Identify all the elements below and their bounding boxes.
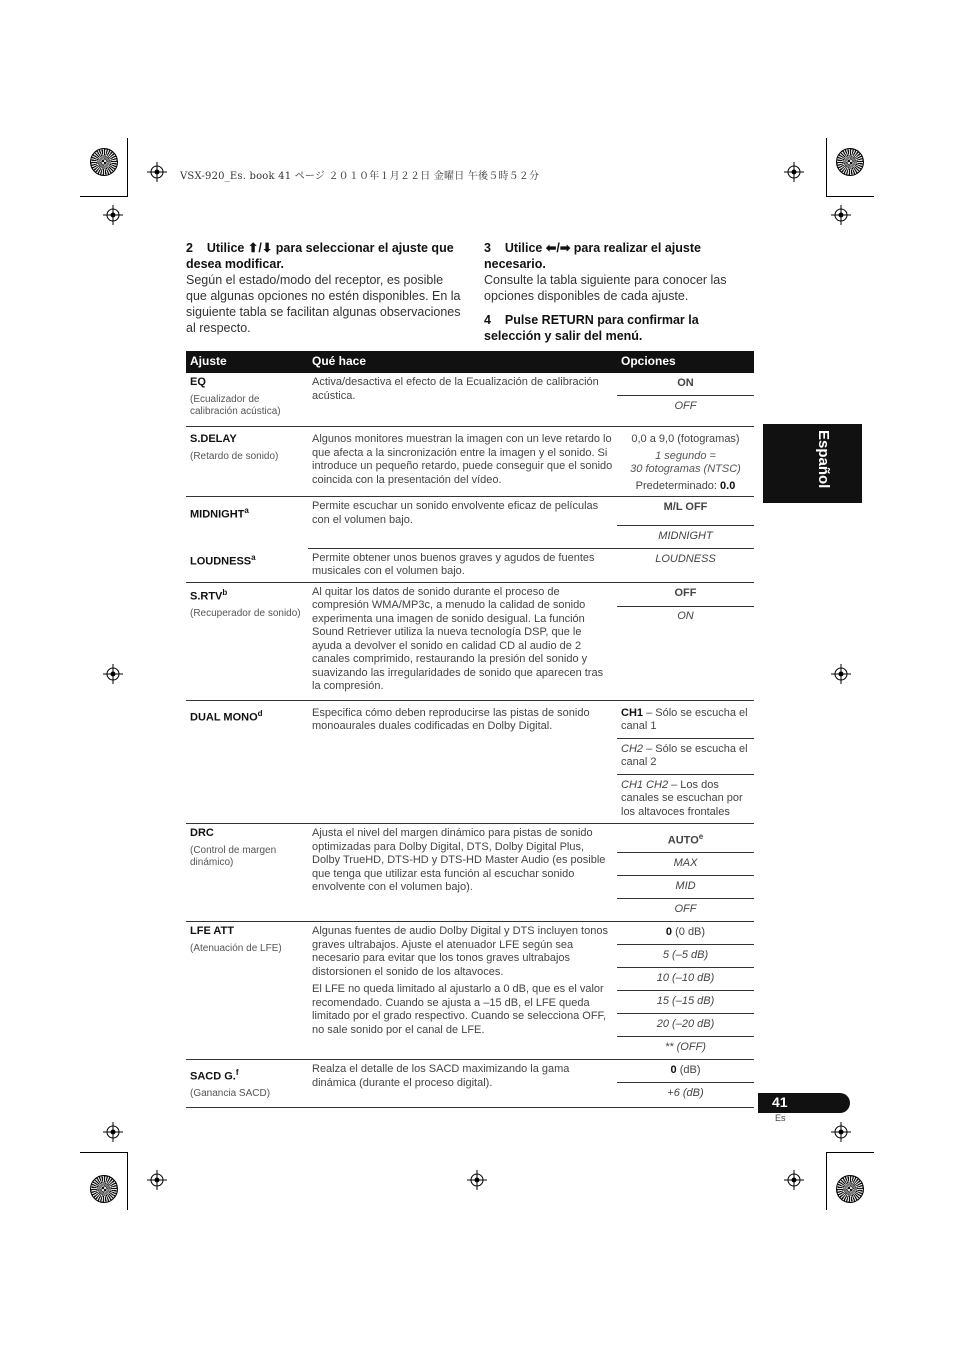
table-row <box>186 700 754 738</box>
column-header: Ajuste <box>186 351 308 373</box>
step-2-block <box>186 240 462 336</box>
setting-description: Permite escuchar un sonido envolvente eficaz de películas con el volumen bajo. <box>308 497 617 549</box>
option-value: +6 (dB) <box>617 1083 754 1108</box>
crosshair-mark <box>831 205 851 225</box>
footnote-marker: f <box>235 1068 239 1078</box>
setting-cell <box>186 373 308 427</box>
option-range: 0,0 a 9,0 (fotogramas) <box>631 433 740 445</box>
setting-description: Ajusta el nivel del margen dinámico para pistas de sonido optimizadas para Dolby Digital, DTS, Dolby Digital Plus, Dolby TrueHD, DTS-HD y DTS-HD Master Audio (es posible que tenga que utilizar esta función al escuchar sonido envolvente con el volumen bajo). <box>308 824 617 922</box>
setting-name: EQ <box>190 376 206 388</box>
registration-sunburst-mark <box>90 1175 118 1203</box>
setting-description: Al quitar los datos de sonido durante el proceso de compresión WMA/MP3c, a menudo la calidad de sonido experimenta una imagen de sonido desigual. La función Sound Retriever utiliza la nueva tecnología DSP, que le ayuda a devolver el sonido en calidad CD al audio de 2 canales comprimido, restaurando la presión del sonido y suavizando las irregularidades de sonido que aparecen tras la compresión. <box>308 582 617 700</box>
arrow-right-icon: ➡ <box>559 241 571 255</box>
crosshair-mark <box>103 664 123 684</box>
option-text: (0 dB) <box>672 926 706 939</box>
step-3-instruction: para realizar el ajuste necesario. <box>484 241 701 271</box>
separator: / <box>258 241 262 255</box>
table-row <box>186 1060 754 1083</box>
setting-name: S.DELAY <box>190 433 237 445</box>
option-note: 30 fotogramas (NTSC) <box>630 463 741 475</box>
crosshair-mark <box>147 1170 167 1190</box>
option-value: OFF <box>617 396 754 427</box>
option-value: 5 (–5 dB) <box>617 945 754 968</box>
step-3-body: Consulte la tabla siguiente para conocer las opciones disponibles de cada ajuste. <box>484 273 727 303</box>
table-header-row <box>186 351 754 373</box>
setting-cell <box>186 700 308 824</box>
setting-cell <box>186 922 308 1060</box>
step-4-heading <box>484 312 754 344</box>
footnote-marker: b <box>222 587 228 597</box>
setting-name: DUAL MONO <box>190 711 258 724</box>
step-number: 3 <box>484 241 491 255</box>
table-row <box>186 922 754 945</box>
setting-name: DRC <box>190 827 214 840</box>
language-side-tab <box>763 424 862 503</box>
step-2-body: Según el estado/modo del receptor, es posible que algunas opciones no estén disponibles. En la siguiente tabla se facilitan algunas observaciones al respecto. <box>186 273 461 335</box>
option-value: OFF <box>617 899 754 922</box>
crop-mark <box>826 138 827 196</box>
setting-subtitle: (Recuperador de sonido) <box>190 607 301 619</box>
table-row <box>186 427 754 497</box>
option-value: ON <box>617 607 754 700</box>
table-row <box>186 497 754 526</box>
crosshair-mark <box>103 205 123 225</box>
option-italic: CH2 <box>621 742 644 755</box>
option-value: ** (OFF) <box>617 1037 754 1060</box>
description-paragraph: Algunas fuentes de audio Dolby Digital y DTS incluyen tonos graves ultrabajos. Ajuste el atenuador LFE según sea necesario para evitar que los tonos graves ultrabajos distorsionen el sonido de los altavoces. <box>312 925 608 978</box>
separator: / <box>556 241 560 255</box>
option-text: (dB) <box>676 1064 701 1077</box>
setting-cell <box>186 824 308 922</box>
option-strong: 0 <box>665 926 673 939</box>
crop-mark <box>127 1152 128 1210</box>
footnote-marker: d <box>257 708 263 718</box>
option-value: MIDNIGHT <box>617 525 754 548</box>
crosshair-mark <box>147 162 167 182</box>
option-text: – Sólo se escucha el canal 2 <box>621 742 748 769</box>
step-2-heading <box>186 240 462 272</box>
setting-description: Especifica cómo deben reproducirse las pistas de sonido monoaurales duales codificadas en Dolby Digital. <box>308 700 617 824</box>
setting-description: Algunos monitores muestran la imagen con un leve retardo lo que afecta a la sincronización entre la imagen y el sonido. Si introduce un pequeño retardo, puede conseguir que el sonido coincida con la presentación del vídeo. <box>308 427 617 497</box>
option-strong: 0 <box>670 1064 677 1077</box>
setting-description <box>308 922 617 1060</box>
column-header: Qué hace <box>308 351 617 373</box>
step-number: 2 <box>186 241 193 255</box>
step-2-instruction: para seleccionar el ajuste que desea modificar. <box>186 241 454 271</box>
default-label: Predeterminado: <box>635 479 717 492</box>
option-note: 1 segundo = <box>655 449 716 462</box>
table-row <box>186 548 754 582</box>
crop-mark <box>826 196 874 197</box>
arrow-up-icon: ⬆ <box>247 241 259 255</box>
setting-subtitle: (Control de margen dinámico) <box>190 844 277 868</box>
setting-subtitle: (Retardo de sonido) <box>190 450 279 462</box>
option-cell <box>617 427 754 497</box>
option-text: – Los dos canales se escuchan por los altavoces frontales <box>621 778 743 818</box>
setting-cell <box>186 1060 308 1108</box>
option-value <box>617 774 754 824</box>
setting-cell-spacer <box>186 525 308 548</box>
crosshair-mark <box>831 664 851 684</box>
table-row <box>186 824 754 853</box>
setting-description: Activa/desactiva el efecto de la Ecualización de calibración acústica. <box>308 373 617 427</box>
setting-cell <box>186 582 308 700</box>
step-3-heading <box>484 240 754 272</box>
option-value: M/L OFF <box>617 497 754 526</box>
step-3-block <box>484 240 754 344</box>
setting-cell <box>186 497 308 526</box>
option-value <box>617 700 754 738</box>
page-number: 41 <box>772 1094 788 1110</box>
footnote-marker: a <box>244 506 249 515</box>
default-value: 0.0 <box>720 479 736 492</box>
step-4-instruction: Pulse RETURN para confirmar la selección y salir del menú. <box>484 313 699 343</box>
setting-subtitle: (Ecualizador de calibración acústica) <box>190 393 281 417</box>
option-value: MAX <box>617 853 754 876</box>
setting-cell <box>186 548 308 582</box>
setting-cell <box>186 427 308 497</box>
settings-table <box>186 351 754 1108</box>
registration-sunburst-mark <box>90 148 118 176</box>
option-value: 20 (–20 dB) <box>617 1014 754 1037</box>
crop-mark <box>80 1152 128 1153</box>
footnote-marker: a <box>251 553 256 563</box>
option-value <box>617 1060 754 1083</box>
option-value <box>617 824 754 853</box>
crop-mark <box>826 1152 874 1153</box>
setting-subtitle: (Atenuación de LFE) <box>190 942 282 954</box>
crop-mark <box>80 196 128 197</box>
option-value <box>617 922 754 945</box>
crosshair-mark <box>831 1122 851 1142</box>
setting-description: Permite obtener unos buenos graves y agudos de fuentes musicales con el volumen bajo. <box>308 548 617 582</box>
crop-mark <box>826 1152 827 1210</box>
option-text: – Sólo se escucha el canal 1 <box>621 706 748 733</box>
option-default <box>621 480 750 494</box>
setting-description: Realza el detalle de los SACD maximizando la gama dinámica (durante el proceso digital). <box>308 1060 617 1108</box>
setting-name: MIDNIGHT <box>190 508 245 521</box>
registration-sunburst-mark <box>836 148 864 176</box>
description-paragraph: El LFE no queda limitado al ajustarlo a 0 dB, que es el valor recomendado. Cuando se ajusta a –15 dB, el LFE queda limitado por el grado respectivo. Cuando se selecciona OFF, no sale sonido por el canal de LFE. <box>312 983 607 1036</box>
option-value <box>617 738 754 774</box>
option-strong: CH1 <box>621 706 644 719</box>
arrow-left-icon: ⬅ <box>545 241 557 255</box>
crosshair-mark <box>784 162 804 182</box>
crosshair-mark <box>467 1170 487 1190</box>
side-tab-label: Español <box>815 430 832 489</box>
setting-name: LOUDNESS <box>190 555 252 568</box>
option-value: ON <box>617 373 754 396</box>
column-header: Opciones <box>617 351 754 373</box>
step-verb: Utilice <box>504 241 543 255</box>
print-header: VSX-920_Es. book 41 ページ ２０１０年１月２２日 金曜日 午後５時５２分 <box>180 171 540 182</box>
table-row <box>186 582 754 607</box>
option-value: 10 (–10 dB) <box>617 968 754 991</box>
arrow-down-icon: ⬇ <box>261 241 273 255</box>
setting-name: S.RTV <box>190 590 223 603</box>
option-value: MID <box>617 876 754 899</box>
page-language-code: Es <box>775 1113 786 1123</box>
registration-sunburst-mark <box>836 1175 864 1203</box>
option-value: OFF <box>617 582 754 607</box>
option-value: 15 (–15 dB) <box>617 991 754 1014</box>
setting-subtitle: (Ganancia SACD) <box>190 1088 271 1100</box>
footnote-marker: e <box>698 832 704 842</box>
step-number: 4 <box>484 313 491 327</box>
crosshair-mark <box>784 1170 804 1190</box>
option-italic: CH1 CH2 <box>621 778 669 791</box>
option-value: LOUDNESS <box>617 548 754 582</box>
table-row <box>186 373 754 396</box>
crosshair-mark <box>103 1122 123 1142</box>
page-number-badge <box>758 1093 850 1113</box>
option-strong: AUTO <box>667 834 699 847</box>
setting-name: SACD G. <box>190 1070 236 1083</box>
step-verb: Utilice <box>206 241 245 255</box>
crop-mark <box>127 138 128 196</box>
setting-name: LFE ATT <box>190 925 234 938</box>
